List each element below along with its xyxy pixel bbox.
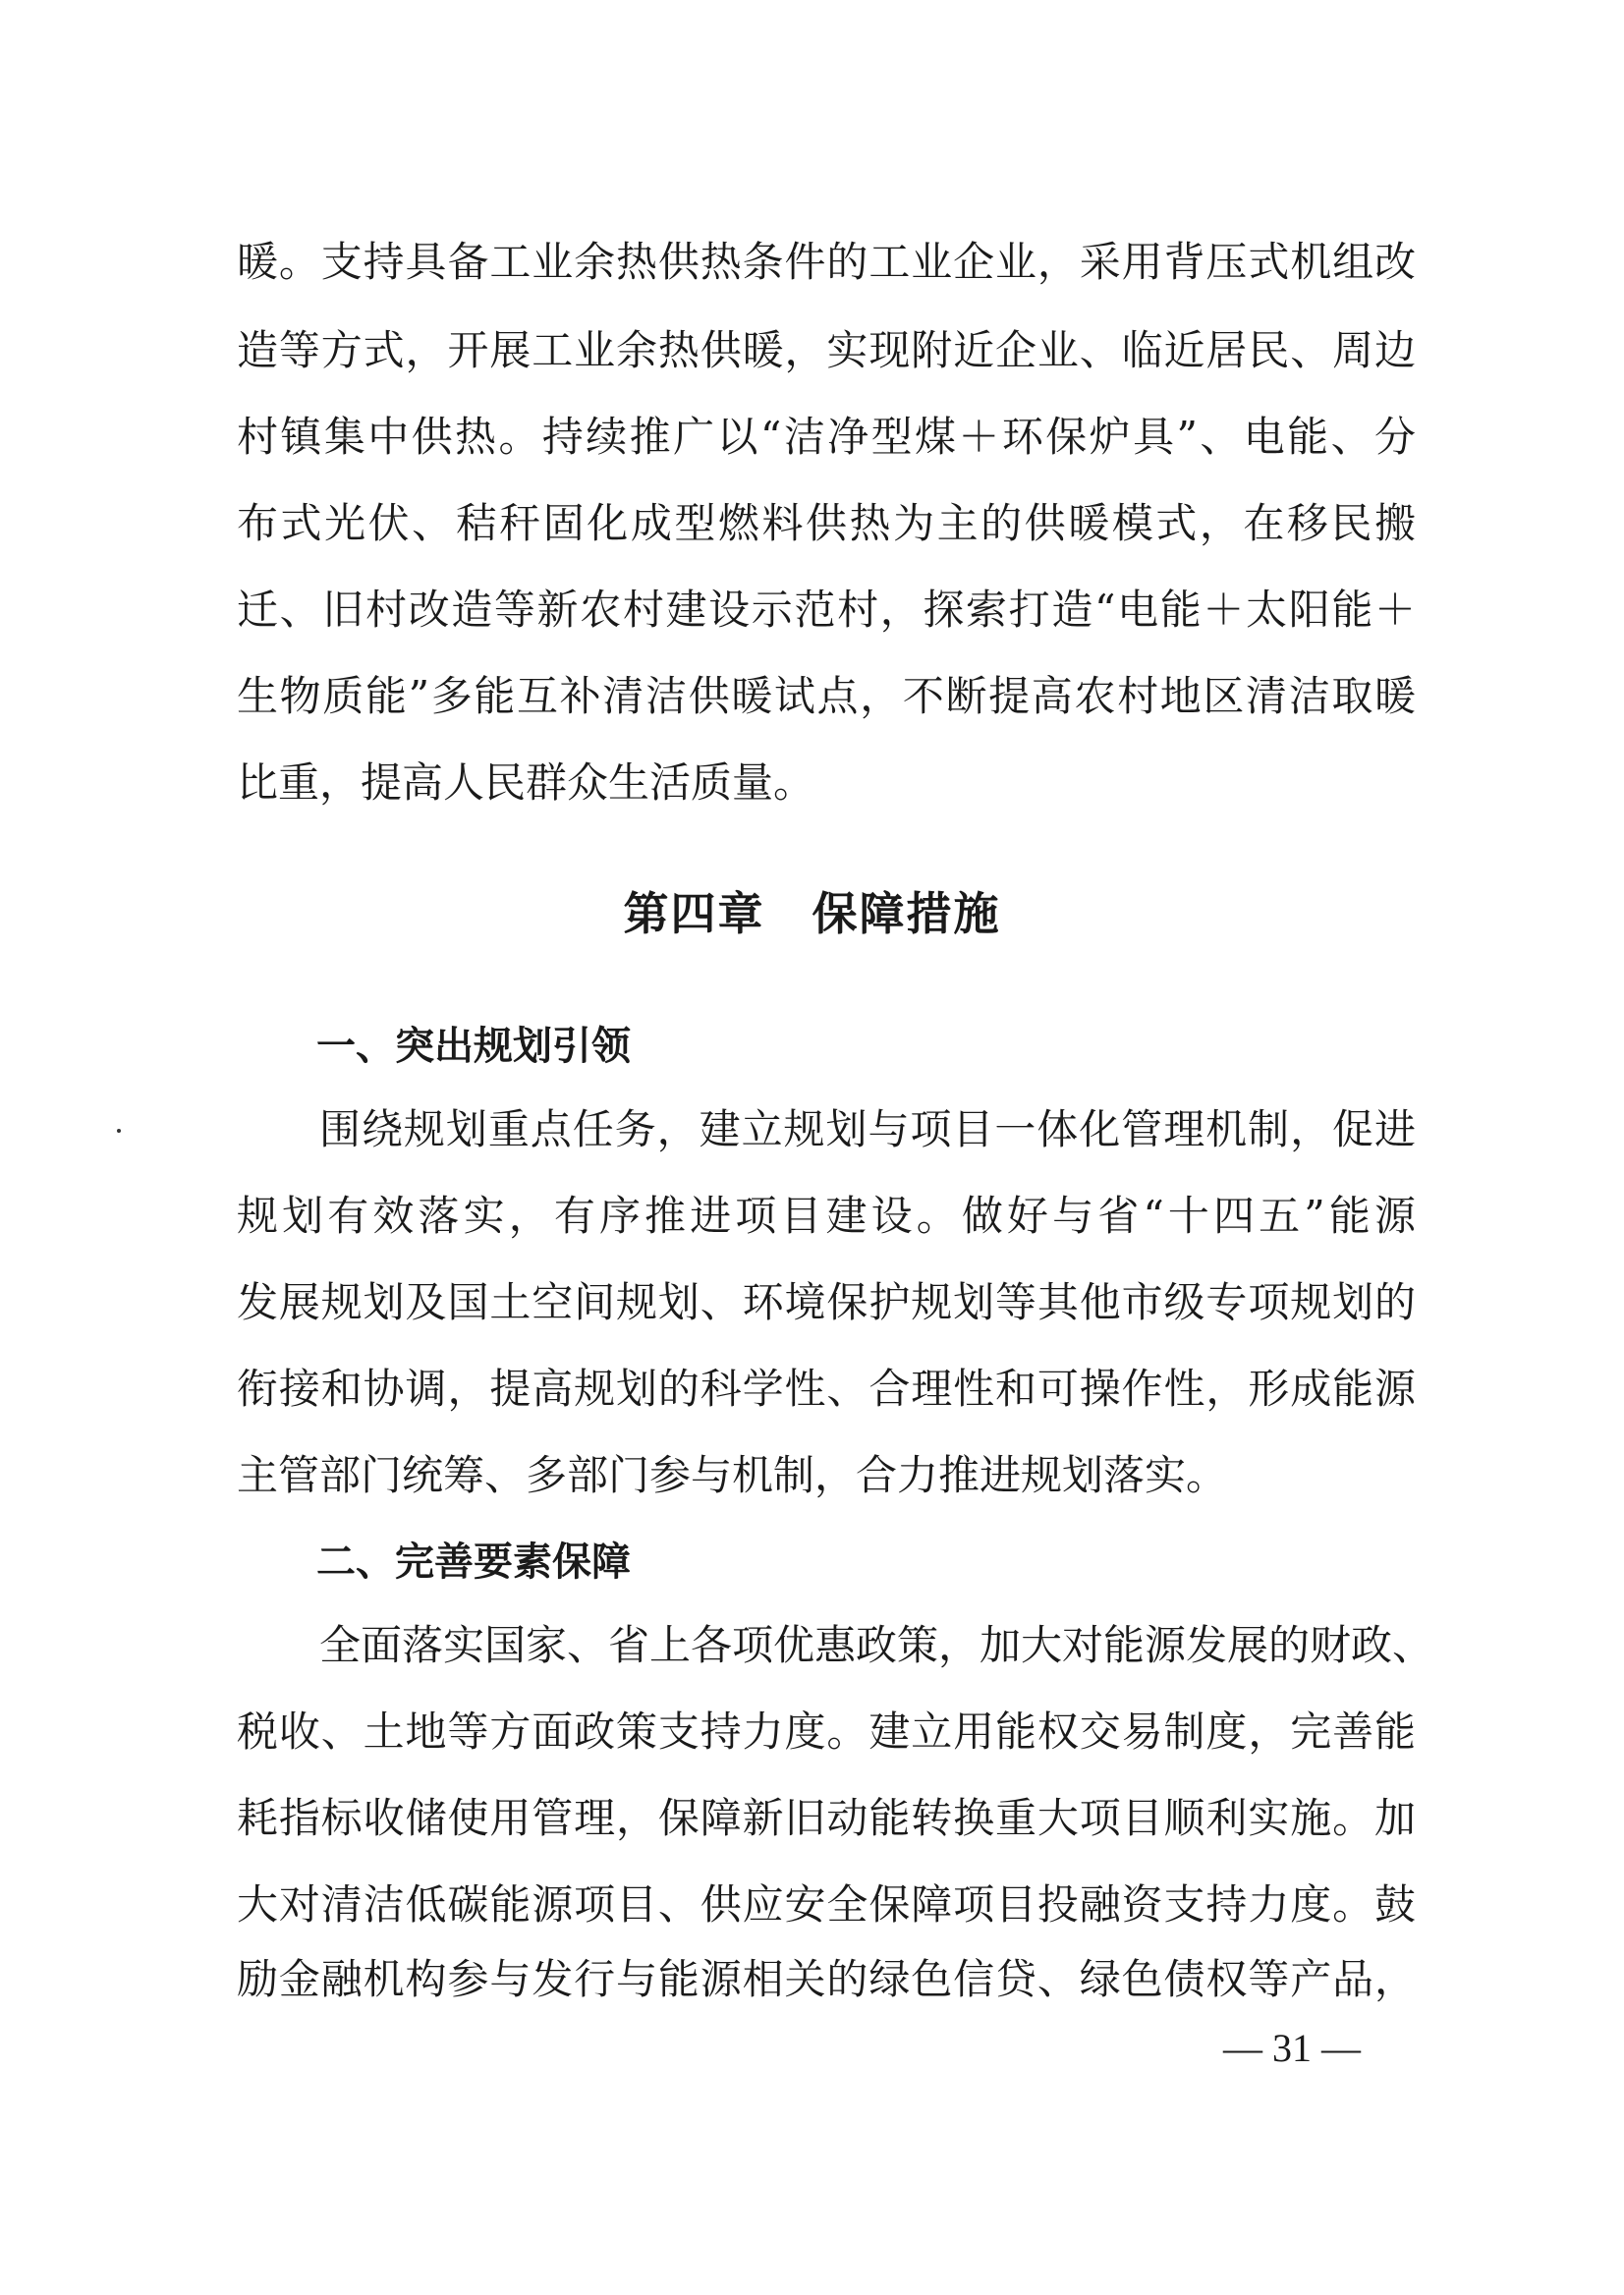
text-line: 励金融机构参与发行与能源相关的绿色信贷、绿色债权等产品， <box>237 1955 1416 2003</box>
text-line: 暖。支持具备工业余热供热条件的工业企业，采用背压式机组改 <box>237 238 1416 286</box>
text-line: 大对清洁低碳能源项目、供应安全保障项目投融资支持力度。鼓 <box>237 1880 1416 1929</box>
text-line: 规划有效落实，有序推进项目建设。做好与省“十四五”能源 <box>237 1192 1416 1240</box>
scan-speck <box>117 1129 121 1133</box>
chapter-title: 第四章 保障措施 <box>623 887 1001 940</box>
text-line: 布式光伏、秸秆固化成型燃料供热为主的供暖模式，在移民搬 <box>237 499 1416 547</box>
text-line: 税收、土地等方面政策支持力度。建立用能权交易制度，完善能 <box>237 1707 1416 1756</box>
section-heading: 一、突出规划引领 <box>316 1024 631 1069</box>
text-line: 比重，提高人民群众生活质量。 <box>237 758 815 807</box>
text-line: 迁、旧村改造等新农村建设示范村，探索打造“电能＋太阳能＋ <box>237 586 1416 634</box>
text-line: 围绕规划重点任务，建立规划与项目一体化管理机制，促进 <box>319 1105 1416 1153</box>
page-number: — 31 — <box>1223 2026 1361 2070</box>
text-line: 全面落实国家、省上各项优惠政策，加大对能源发展的财政、 <box>319 1621 1434 1669</box>
text-line: 衔接和协调，提高规划的科学性、合理性和可操作性，形成能源 <box>237 1365 1416 1413</box>
text-line: 生物质能”多能互补清洁供暖试点，不断提高农村地区清洁取暖 <box>237 672 1416 720</box>
text-line: 主管部门统筹、多部门参与机制，合力推进规划落实。 <box>237 1451 1228 1499</box>
text-line: 耗指标收储使用管理，保障新旧动能转换重大项目顺利实施。加 <box>237 1794 1416 1842</box>
text-line: 村镇集中供热。持续推广以“洁净型煤＋环保炉具”、电能、分 <box>237 413 1416 461</box>
text-line: 造等方式，开展工业余热供暖，实现附近企业、临近居民、周边 <box>237 326 1416 374</box>
text-line: 发展规划及国土空间规划、环境保护规划等其他市级专项规划的 <box>237 1278 1416 1326</box>
section-heading: 二、完善要素保障 <box>316 1539 631 1585</box>
